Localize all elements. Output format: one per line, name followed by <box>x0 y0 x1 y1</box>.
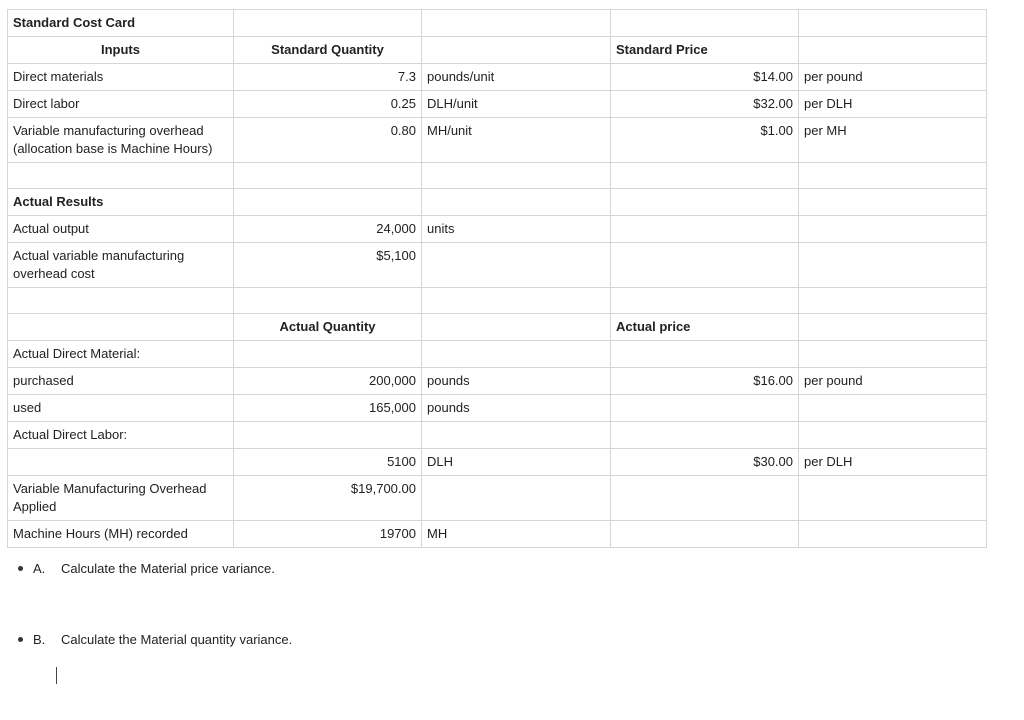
table-row <box>8 37 987 64</box>
table-row <box>8 91 987 118</box>
question-a <box>18 561 275 576</box>
table-row <box>8 64 987 91</box>
quantity-value: 19700 <box>234 521 422 548</box>
question-text: Calculate the Material quantity variance. <box>61 632 293 647</box>
quantity-unit: DLH/unit <box>422 91 611 118</box>
actual-results-header: Actual Results <box>8 189 234 216</box>
actual-price-header: Actual price <box>611 314 799 341</box>
quantity-value: 5100 <box>234 449 422 476</box>
quantity-value: 24,000 <box>234 216 422 243</box>
quantity-value: 200,000 <box>234 368 422 395</box>
price-value: $32.00 <box>611 91 799 118</box>
table-row <box>8 288 987 314</box>
table-row <box>8 189 987 216</box>
price-unit: per DLH <box>799 449 987 476</box>
bullet-icon <box>18 637 23 642</box>
row-label: purchased <box>8 368 234 395</box>
row-label: Actual Direct Material: <box>8 341 234 368</box>
row-label: Direct labor <box>8 91 234 118</box>
row-label: Direct materials <box>8 64 234 91</box>
quantity-value: 0.25 <box>234 91 422 118</box>
price-value: $16.00 <box>611 368 799 395</box>
table-row <box>8 314 987 341</box>
standard-cost-table <box>7 9 987 548</box>
quantity-unit: units <box>422 216 611 243</box>
price-value: $1.00 <box>611 118 799 163</box>
standard-quantity-header: Standard Quantity <box>234 37 422 64</box>
standard-price-header: Standard Price <box>611 37 799 64</box>
row-label: Variable manufacturing overhead (allocation base is Machine Hours) <box>8 118 234 163</box>
quantity-unit: DLH <box>422 449 611 476</box>
table-row <box>8 449 987 476</box>
quantity-value: 7.3 <box>234 64 422 91</box>
price-value: $14.00 <box>611 64 799 91</box>
table-row <box>8 395 987 422</box>
price-unit: per pound <box>799 64 987 91</box>
table-row <box>8 368 987 395</box>
quantity-value: 0.80 <box>234 118 422 163</box>
question-letter: A. <box>33 561 46 576</box>
row-label: used <box>8 395 234 422</box>
bullet-icon <box>18 566 23 571</box>
actual-quantity-header: Actual Quantity <box>234 314 422 341</box>
quantity-value: 165,000 <box>234 395 422 422</box>
question-text: Calculate the Material price variance. <box>61 561 275 576</box>
table-row <box>8 521 987 548</box>
inputs-header: Inputs <box>8 37 234 64</box>
quantity-value: $5,100 <box>234 243 422 288</box>
quantity-unit: MH <box>422 521 611 548</box>
row-label: Actual Direct Labor: <box>8 422 234 449</box>
table-row <box>8 422 987 449</box>
row-label: Actual output <box>8 216 234 243</box>
price-unit: per MH <box>799 118 987 163</box>
table-row <box>8 216 987 243</box>
quantity-unit: pounds/unit <box>422 64 611 91</box>
quantity-unit: pounds <box>422 395 611 422</box>
quantity-unit: MH/unit <box>422 118 611 163</box>
text-cursor[interactable] <box>56 667 57 684</box>
price-unit: per pound <box>799 368 987 395</box>
table-row <box>8 10 987 37</box>
table-row <box>8 341 987 368</box>
quantity-unit: pounds <box>422 368 611 395</box>
table-row <box>8 118 987 163</box>
question-b <box>18 632 292 647</box>
table-row <box>8 243 987 288</box>
table-row <box>8 163 987 189</box>
row-label: Machine Hours (MH) recorded <box>8 521 234 548</box>
price-unit: per DLH <box>799 91 987 118</box>
question-letter: B. <box>33 632 46 647</box>
table-title: Standard Cost Card <box>8 10 234 37</box>
price-value: $30.00 <box>611 449 799 476</box>
row-label: Variable Manufacturing Overhead Applied <box>8 476 234 521</box>
table-row <box>8 476 987 521</box>
row-label: Actual variable manufacturing overhead cost <box>8 243 234 288</box>
quantity-value: $19,700.00 <box>234 476 422 521</box>
